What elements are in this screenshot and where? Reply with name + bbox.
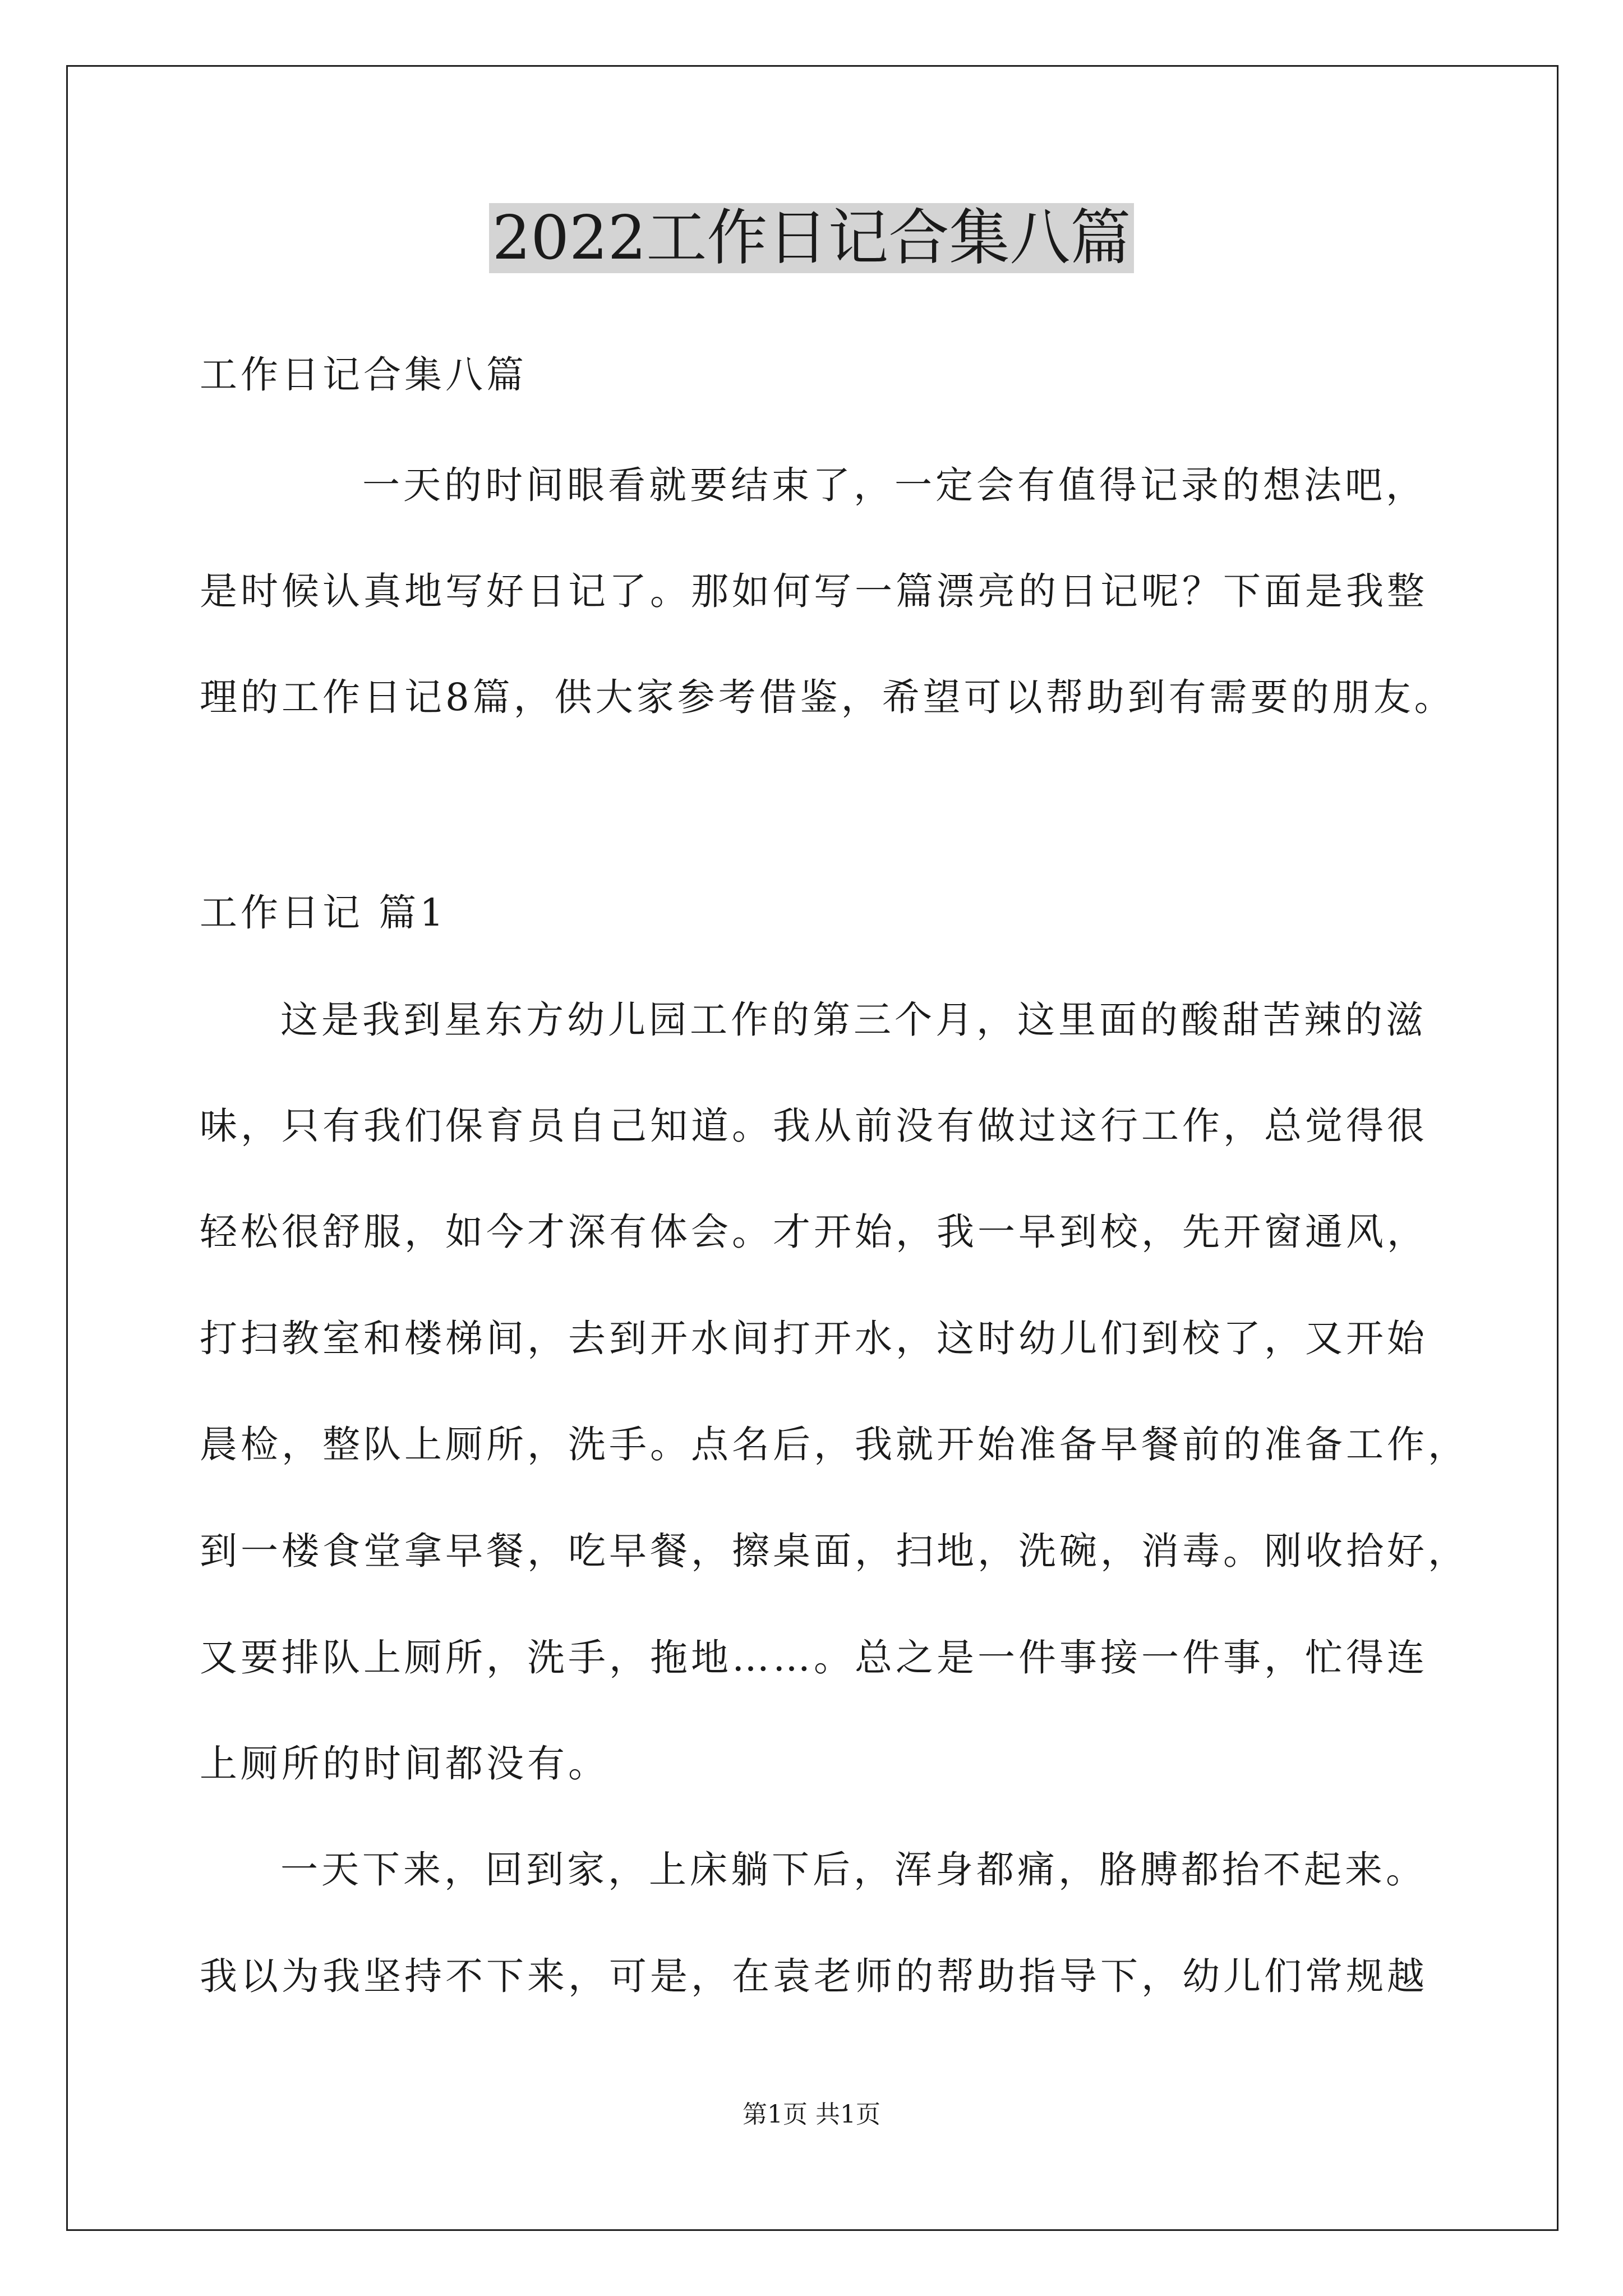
paragraph-line: 一天下来，回到家，上床躺下后，浑身都痛，胳膊都抬不起来。 xyxy=(280,1848,1427,1892)
intro-line: 是时候认真地写好日记了。那如何写一篇漂亮的日记呢？下面是我整 xyxy=(200,569,1428,613)
paragraph-line: 打扫教室和楼梯间，去到开水间打开水，这时幼儿们到校了，又开始 xyxy=(200,1317,1428,1360)
paragraph-line: 我以为我坚持不下来，可是，在袁老师的帮助指导下，幼儿们常规越 xyxy=(200,1954,1428,1998)
paragraph-line: 这是我到星东方幼儿园工作的第三个月，这里面的酸甜苦辣的滋 xyxy=(280,998,1427,1042)
paragraph-line: 到一楼食堂拿早餐，吃早餐，擦桌面，扫地，洗碗，消毒。刚收拾好， xyxy=(200,1529,1469,1573)
document-title-text: 2022工作日记合集八篇 xyxy=(489,203,1135,273)
document-subtitle: 工作日记合集八篇 xyxy=(200,353,527,397)
paragraph-line: 轻松很舒服，如今才深有体会。才开始，我一早到校，先开窗通风， xyxy=(200,1210,1428,1254)
document-title xyxy=(0,199,1623,278)
section-heading: 工作日记 篇1 xyxy=(200,891,447,935)
paragraph-line: 又要排队上厕所，洗手，拖地……。总之是一件事接一件事，忙得连 xyxy=(200,1636,1428,1680)
page-number-footer: 第1页 共1页 xyxy=(743,2100,880,2129)
paragraph-line: 上厕所的时间都没有。 xyxy=(200,1742,609,1786)
intro-line: 理的工作日记8篇，供大家参考借鉴，希望可以帮助到有需要的朋友。 xyxy=(200,675,1455,719)
paragraph-line: 晨检，整队上厕所，洗手。点名后，我就开始准备早餐前的准备工作， xyxy=(200,1423,1469,1466)
intro-line: 一天的时间眼看就要结束了，一定会有值得记录的想法吧， xyxy=(362,463,1427,507)
paragraph-line: 味，只有我们保育员自己知道。我从前没有做过这行工作，总觉得很 xyxy=(200,1104,1428,1148)
